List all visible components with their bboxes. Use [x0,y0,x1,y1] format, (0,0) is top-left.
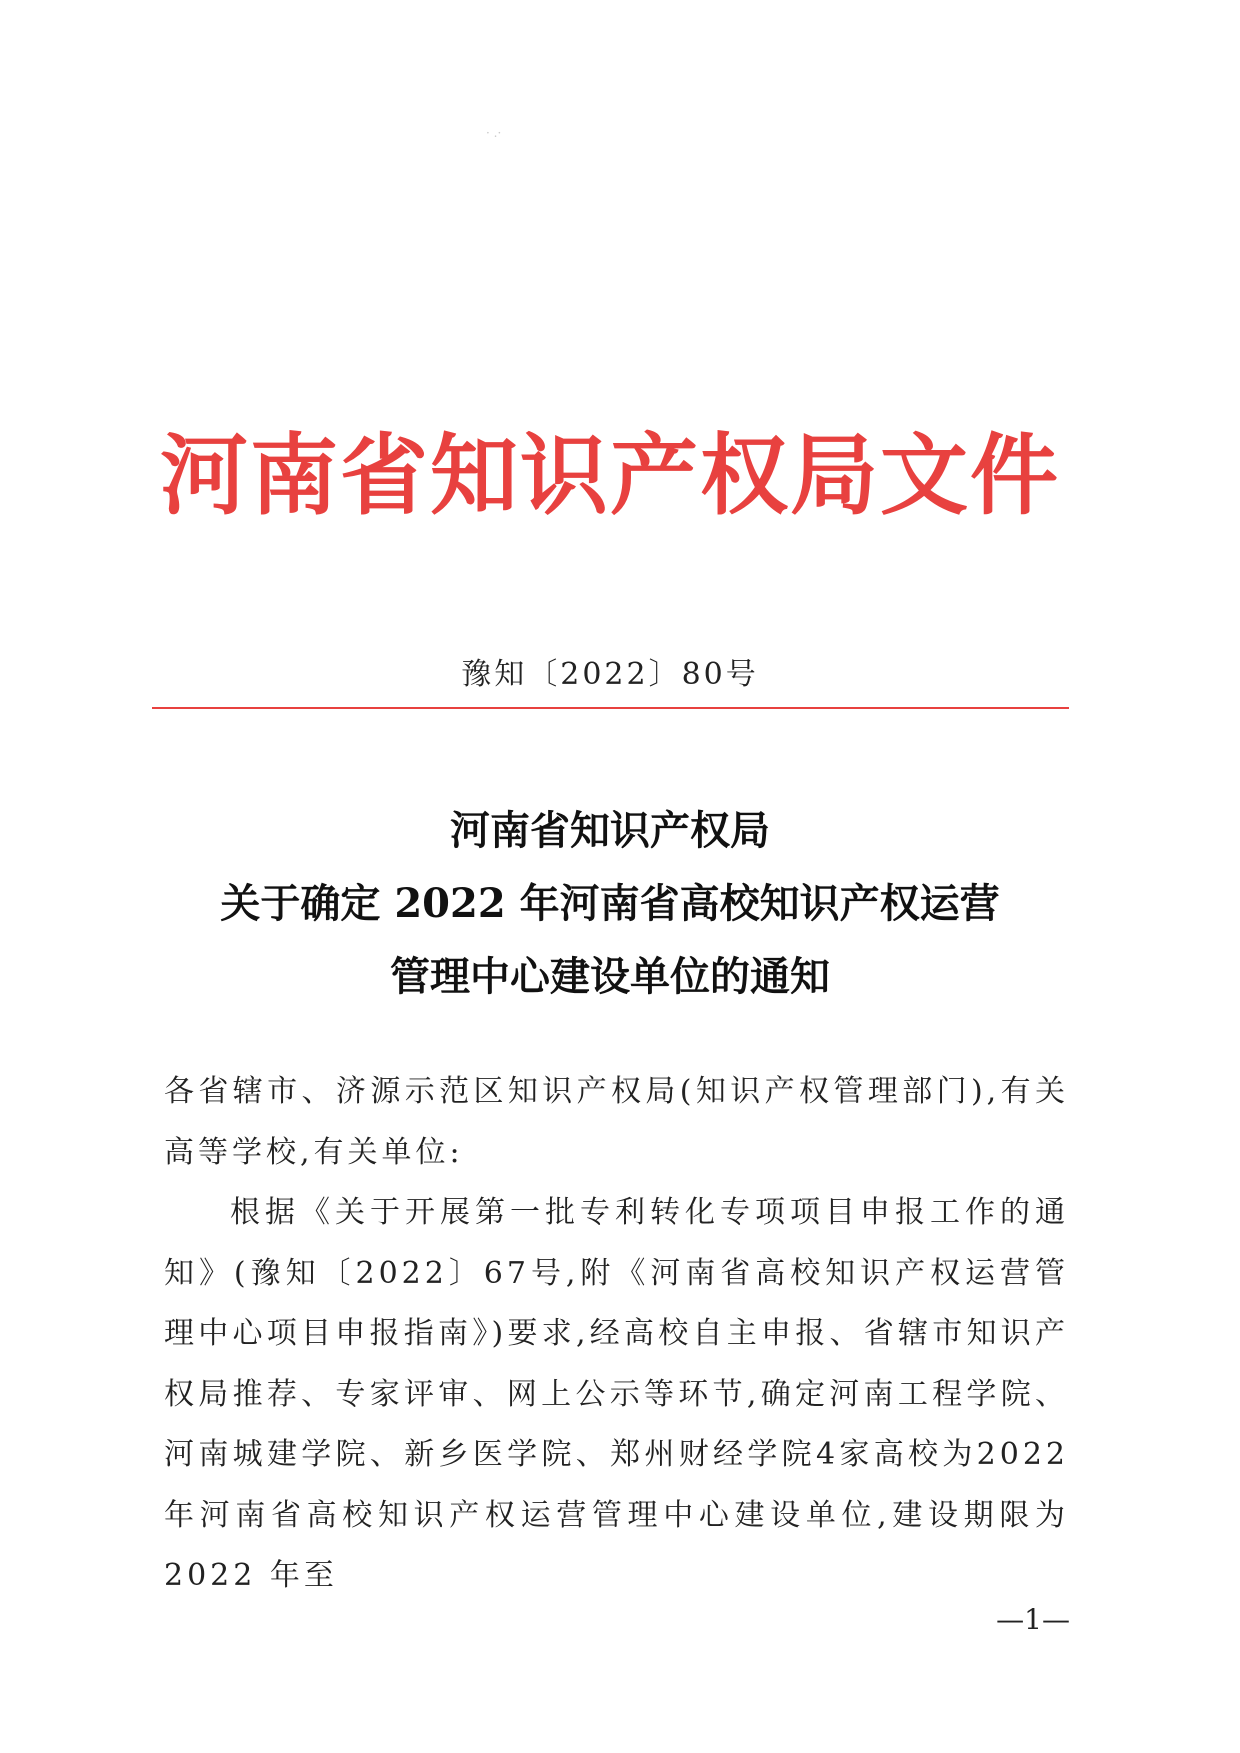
scan-artifact-mark: · .· [486,126,502,140]
page-number: —1— [996,1603,1070,1636]
red-separator-line [152,707,1069,709]
notice-body [164,1062,1069,1607]
addressees-paragraph: 各省辖市、济源示范区知识产权局(知识产权管理部门),有关高等学校,有关单位: [164,1074,1069,1170]
notice-title [150,794,1070,1013]
notice-title-line-3: 管理中心建设单位的通知 [390,953,830,1000]
issuer-red-header: 河南省知识产权局文件 [159,423,1060,527]
notice-title-line-1: 河南省知识产权局 [450,807,770,854]
document-number: 豫知〔2022〕80号 [461,657,759,692]
body-paragraph-1: 根据《关于开展第一批专利转化专项项目申报工作的通知》(豫知〔2022〕67号,附《河南省高校知识产权运营管理中心项目申报指南》)要求,经高校自主申报、省辖市知识产权局推荐、专家评审、网上公示等环节,确定河南工程学院、河南城建学院、新乡医学院、郑州财经学院4家高校为2022年河南省高校知识产权运营管理中心建设单位,建设期限为 2022 年至 [164,1195,1069,1593]
notice-title-line-2: 关于确定 2022 年河南省高校知识产权运营 [220,880,1000,927]
